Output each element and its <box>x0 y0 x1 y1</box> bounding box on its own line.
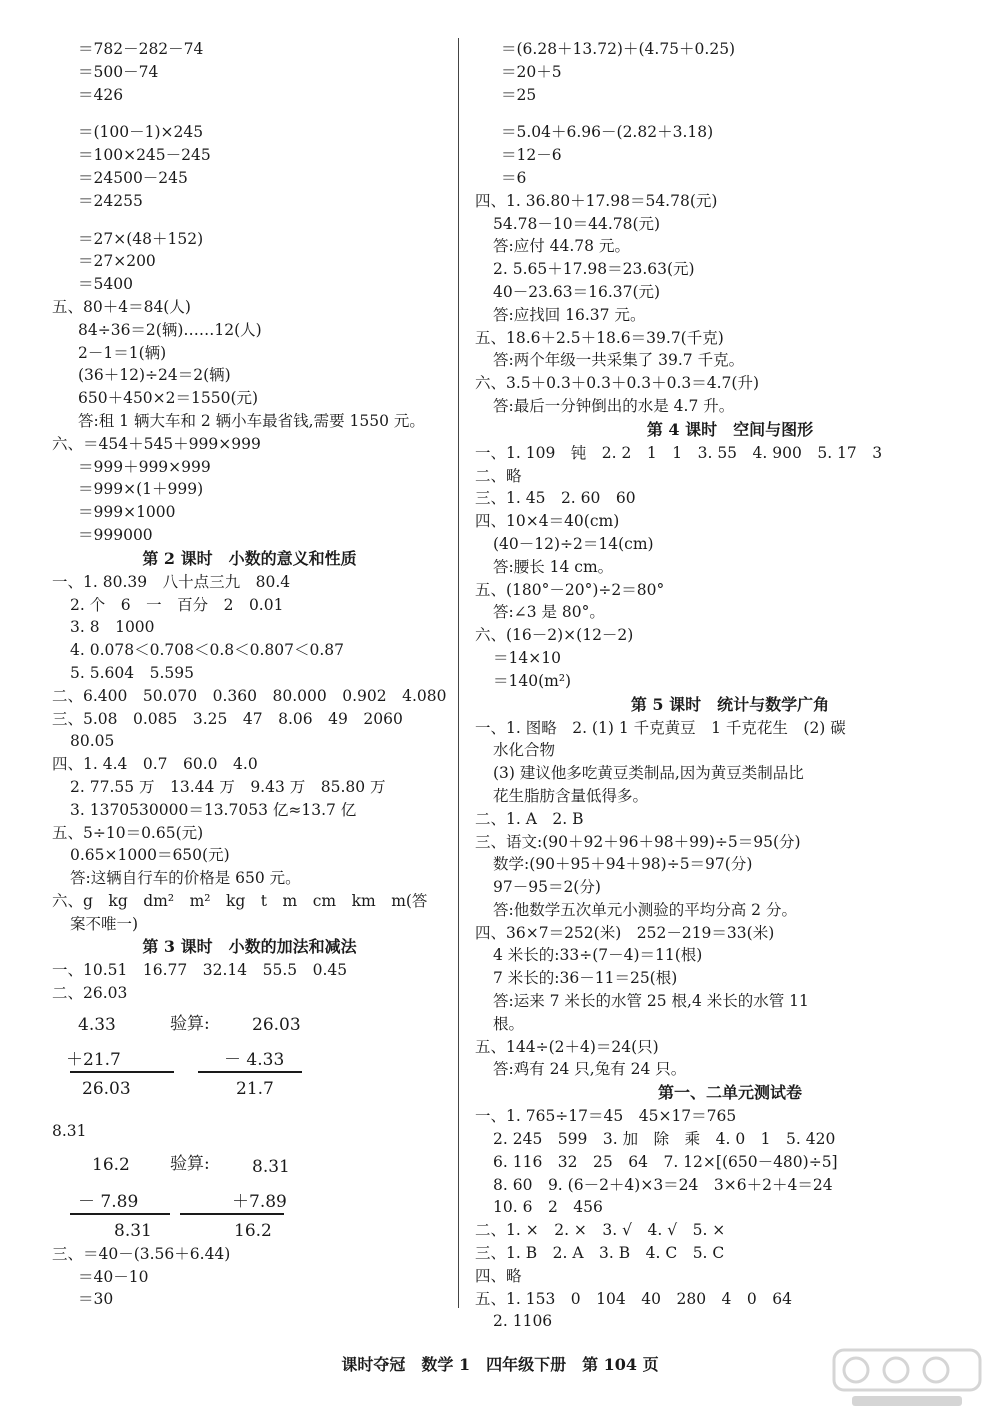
text-line: 花生脂肪含量低得多。 <box>493 786 649 805</box>
text-line: ＝5.04＋6.96－(2.82＋3.18) <box>501 123 714 142</box>
text-line: ＝999×(1＋999) <box>78 480 204 499</box>
text-line: ＝999＋999×999 <box>78 457 211 476</box>
calc-rule <box>70 1213 170 1215</box>
text-line: 10. 6 2 456 <box>493 1198 603 1217</box>
text-line: ＝40－10 <box>78 1267 149 1286</box>
calc-rule <box>198 1071 302 1073</box>
calc-rule <box>70 1071 174 1073</box>
answer-san: 三、＝40－(3.56＋6.44) <box>52 1244 231 1263</box>
text-line: 三、1. 45 2. 60 60 <box>475 489 636 508</box>
text-line: 案不唯一) <box>70 914 139 933</box>
text-line: ＝782－282－74 <box>78 40 204 58</box>
vertical-calc-2 <box>52 1143 447 1243</box>
lesson-5-title: 第 5 课时 统计与数学广角 <box>630 694 830 714</box>
text-line: 2. 5.65＋17.98＝23.63(元) <box>493 260 695 279</box>
text-line: 2. 245 599 3. 加 除 乘 4. 0 1 5. 420 <box>493 1130 836 1149</box>
text-line: 六、g kg dm² m² kg t m cm km m(答 <box>52 891 428 910</box>
text-line: 四、10×4＝40(cm) <box>475 512 620 531</box>
calc-operand: 26.03 <box>252 1015 301 1036</box>
text-line: 答:最后一分钟倒出的水是 4.7 升。 <box>493 396 735 415</box>
calc-rule <box>180 1213 284 1215</box>
text-line: 二、略 <box>475 466 522 485</box>
text-line: ＝14×10 <box>493 648 561 667</box>
text-line: 80.05 <box>70 732 115 751</box>
text-line: 5. 5.604 5.595 <box>70 663 194 682</box>
text-line: ＝25 <box>501 85 537 104</box>
calc-operand: 16.2 <box>92 1154 130 1175</box>
calc-operand: － 7.89 <box>78 1191 139 1212</box>
text-line: 五、(180°－20°)÷2＝80° <box>475 580 665 599</box>
lesson-4-title: 第 4 课时 空间与图形 <box>646 419 814 439</box>
text-line: 五、5÷10＝0.65(元) <box>52 823 204 842</box>
text-line: 答:他数学五次单元小测验的平均分高 2 分。 <box>493 900 797 919</box>
text-line: 2. 个 6 一 百分 2 0.01 <box>70 595 284 614</box>
text-line: 4. 0.078＜0.708＜0.8＜0.807＜0.87 <box>70 641 344 660</box>
calc-result: 16.2 <box>234 1220 272 1241</box>
text-line: 2. 77.55 万 13.44 万 9.43 万 85.80 万 <box>70 777 386 796</box>
text-line: 答:腰长 14 cm。 <box>493 557 614 576</box>
text-line: ＝30 <box>78 1290 114 1309</box>
text-line: ＝999×1000 <box>78 503 176 522</box>
text-line: 97－95＝2(分) <box>493 878 601 897</box>
text-line: 根。 <box>493 1014 525 1033</box>
text-line: 三、语文:(90＋92＋96＋98＋99)÷5＝95(分) <box>475 832 801 851</box>
text-line: ＝426 <box>78 85 124 104</box>
text-line: 一、1. 765÷17＝45 45×17＝765 <box>475 1107 737 1126</box>
text-line: 答:应付 44.78 元。 <box>493 237 630 256</box>
text-line: (3) 建议他多吃黄豆类制品,因为黄豆类制品比 <box>493 764 804 783</box>
text-line: 四、1. 4.4 0.7 60.0 4.0 <box>52 755 258 774</box>
text-line: 答:租 1 辆大车和 2 辆小车最省钱,需要 1550 元。 <box>78 411 425 430</box>
calc-operand: ＋7.89 <box>232 1191 287 1212</box>
text-line: 2. 1106 <box>493 1312 553 1331</box>
text-line: 二、6.400 50.070 0.360 80.000 0.902 4.080 <box>52 686 447 705</box>
text-line: 四、36×7＝252(米) 252－219＝33(米) <box>475 923 775 942</box>
text-line: 54.78－10＝44.78(元) <box>493 214 661 233</box>
text-line: 数学:(90＋95＋94＋98)÷5＝97(分) <box>493 855 753 874</box>
text-line: (40－12)÷2＝14(cm) <box>493 534 654 553</box>
text-line: 650＋450×2＝1550(元) <box>78 389 259 408</box>
text-line: 0.65×1000＝650(元) <box>70 846 230 865</box>
text-line: ＝(100－1)×245 <box>78 123 204 142</box>
calc-operand: ＋21.7 <box>66 1050 121 1071</box>
text-line: ＝140(m²) <box>493 671 572 690</box>
text-line: 3. 8 1000 <box>70 618 155 637</box>
text-line: 6. 116 32 25 64 7. 12×[(650－480)÷5] <box>493 1152 838 1171</box>
lesson-3-title: 第 3 课时 小数的加法和减法 <box>142 937 357 957</box>
text-line: 7 米长的:36－11＝25(根) <box>493 969 678 988</box>
watermark-logo <box>832 1346 982 1412</box>
text-line: 五、1. 153 0 104 40 280 4 0 64 <box>475 1289 793 1308</box>
text-line: 二、1. A 2. B <box>475 809 584 828</box>
column-divider <box>458 38 459 1308</box>
text-line: 答:鸡有 24 只,兔有 24 只。 <box>493 1060 687 1079</box>
text-line: 水化合物 <box>493 741 556 760</box>
text-line: ＝12－6 <box>501 146 562 165</box>
text-line: 二、1. × 2. × 3. √ 4. √ 5. × <box>475 1221 726 1240</box>
text-line: 三、5.08 0.085 3.25 47 8.06 49 2060 <box>52 709 403 728</box>
right-column <box>475 38 985 1333</box>
answer-si: 四、1. 36.80＋17.98＝54.78(元) <box>475 191 718 210</box>
text-line: ＝(6.28＋13.72)＋(4.75＋0.25) <box>501 40 736 58</box>
text-line: ＝24500－245 <box>78 168 188 187</box>
text-line: ＝20＋5 <box>501 62 562 81</box>
text-line: 一、10.51 16.77 32.14 55.5 0.45 <box>52 961 348 980</box>
text-line: 三、1. B 2. A 3. B 4. C 5. C <box>475 1244 725 1263</box>
text-line: ＝27×(48＋152) <box>78 229 204 248</box>
text-line: 3. 1370530000＝13.7053 亿≈13.7 亿 <box>70 800 357 819</box>
text-line: 答:应找回 16.37 元。 <box>493 305 646 324</box>
answer-liu: 六、＝454＋545＋999×999 <box>52 434 261 453</box>
text-line: 8.31 <box>52 1122 87 1141</box>
calc-operand: 4.33 <box>78 1015 116 1036</box>
calc-result: 26.03 <box>82 1079 131 1100</box>
text-line: ＝100×245－245 <box>78 146 211 165</box>
text-line: (36＋12)÷24＝2(辆) <box>78 366 231 385</box>
calc-check-label: 验算: <box>170 1153 210 1174</box>
text-line: 2－1＝1(辆) <box>78 343 167 362</box>
text-line: 六、(16－2)×(12－2) <box>475 626 634 645</box>
text-line: 五、144÷(2＋4)＝24(只) <box>475 1037 659 1056</box>
text-line: ＝6 <box>501 168 527 187</box>
text-line: 四、略 <box>475 1266 522 1285</box>
text-line: 8. 60 9. (6－2＋4)×3＝24 3×6＋2＋4＝24 <box>493 1175 833 1194</box>
text-line: ＝500－74 <box>78 62 159 81</box>
unit-test-title: 第一、二单元测试卷 <box>657 1083 802 1103</box>
text-line: 答:运来 7 米长的水管 25 根,4 米长的水管 11 <box>493 992 809 1011</box>
text-line: 一、1. 109 钝 2. 2 1 1 3. 55 4. 900 5. 17 3 <box>475 443 883 462</box>
calc-operand: － 4.33 <box>224 1050 285 1071</box>
lesson-2-title: 第 2 课时 小数的意义和性质 <box>142 548 357 568</box>
answer-liu: 六、3.5＋0.3＋0.3＋0.3＋0.3＝4.7(升) <box>475 374 759 393</box>
text-line: 一、1. 80.39 八十点三九 80.4 <box>52 572 291 591</box>
calc-operand: 8.31 <box>252 1156 290 1177</box>
text-line: 答:这辆自行车的价格是 650 元。 <box>70 869 301 888</box>
text-line: 答:∠3 是 80°。 <box>493 603 605 622</box>
answer-wu: 五、18.6＋2.5＋18.6＝39.7(千克) <box>475 328 724 347</box>
text-line: 答:两个年级一共采集了 39.7 千克。 <box>493 351 745 370</box>
vertical-calc-1 <box>52 1005 447 1105</box>
page-footer: 课时夺冠 数学 1 四年级下册 第 104 页 <box>341 1355 659 1374</box>
text-line: ＝999000 <box>78 525 153 544</box>
calc-result: 8.31 <box>114 1220 152 1241</box>
text-line: 4 米长的:33÷(7－4)＝11(根) <box>493 946 703 965</box>
text-line: 二、26.03 <box>52 984 128 1003</box>
text-line: ＝27×200 <box>78 252 156 271</box>
calc-result: 21.7 <box>236 1079 274 1100</box>
text-line: 一、1. 图略 2. (1) 1 千克黄豆 1 千克花生 (2) 碳 <box>475 718 846 737</box>
text-line: 84÷36＝2(辆)……12(人) <box>78 320 262 339</box>
left-column <box>52 38 447 1311</box>
text-line: ＝5400 <box>78 275 133 294</box>
calc-check-label: 验算: <box>170 1014 210 1035</box>
text-line: 40－23.63＝16.37(元) <box>493 282 661 301</box>
text-line: ＝24255 <box>78 191 143 210</box>
answer-wu: 五、80＋4＝84(人) <box>52 297 191 316</box>
